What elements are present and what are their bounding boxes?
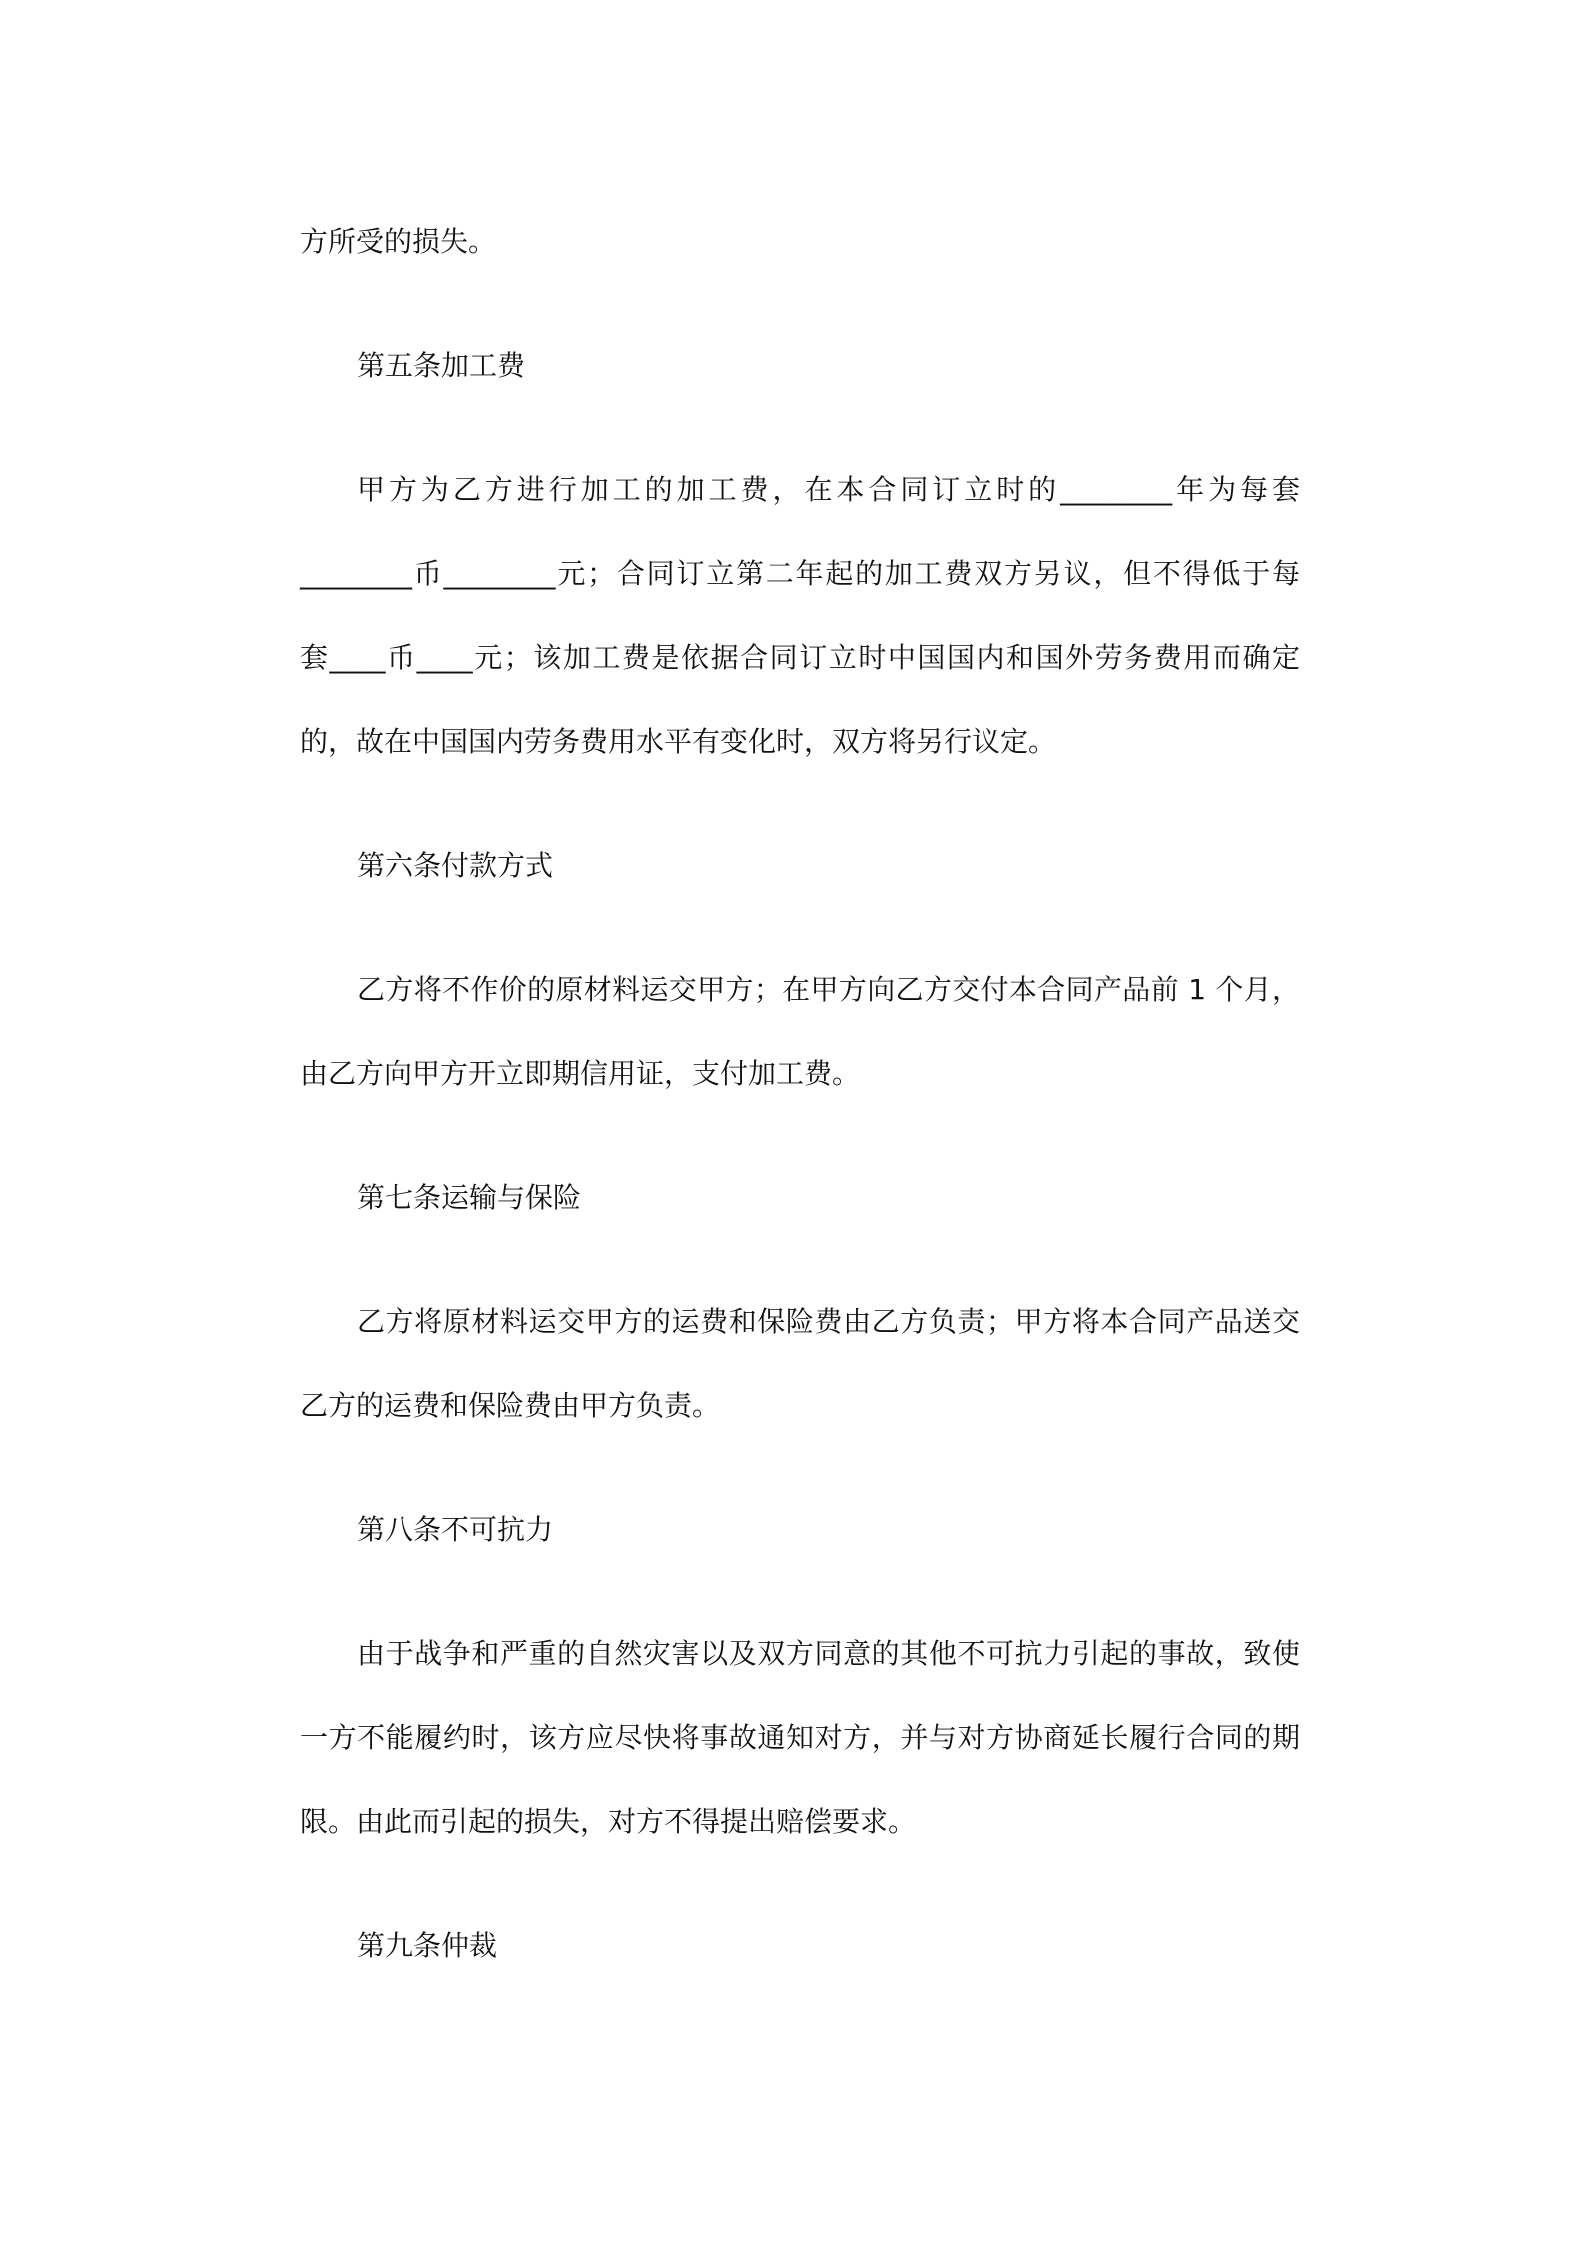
text-line: 限。由此而引起的损失，对方不得提出赔偿要求。 [300, 1805, 917, 1838]
article-7-heading: 第七条运输与保险 [357, 1181, 582, 1214]
article-5-paragraph [300, 448, 1300, 784]
text-line: 一方不能履约时，该方应尽快将事故通知对方，并与对方协商延长履行合同的期 [300, 1721, 1300, 1754]
text-line: 甲方为乙方进行加工的加工费，在本合同订立时的________年为每套 [357, 473, 1300, 506]
text-line: ________币________元；合同订立第二年起的加工费双方另议，但不得低于每 [300, 557, 1300, 590]
article-6-paragraph [300, 948, 1300, 1116]
article-8-heading: 第八条不可抗力 [357, 1513, 554, 1546]
article-7-paragraph [300, 1280, 1300, 1448]
text-line: 乙方将原材料运交甲方的运费和保险费由乙方负责；甲方将本合同产品送交 [357, 1305, 1300, 1338]
article-8-paragraph [300, 1612, 1300, 1864]
text-line: 乙方的运费和保险费由甲方负责。 [300, 1389, 721, 1422]
document-body [300, 200, 1300, 1988]
paragraph-continuation [300, 200, 1300, 284]
text-line: 由乙方向甲方开立即期信用证，支付加工费。 [300, 1057, 861, 1090]
article-6-heading: 第六条付款方式 [357, 849, 554, 882]
text-line: 由于战争和严重的自然灾害以及双方同意的其他不可抗力引起的事故，致使 [357, 1637, 1300, 1670]
text-line: 乙方将不作价的原材料运交甲方；在甲方向乙方交付本合同产品前 1 个月， [357, 973, 1300, 1006]
text-line: 的，故在中国国内劳务费用水平有变化时，双方将另行议定。 [300, 725, 1057, 758]
text-line: 套____币____元；该加工费是依据合同订立时中国国内和国外劳务费用而确定 [300, 641, 1300, 674]
text-line: 方所受的损失。 [300, 225, 497, 258]
article-5-heading: 第五条加工费 [357, 349, 526, 382]
article-9-heading: 第九条仲裁 [357, 1929, 498, 1962]
